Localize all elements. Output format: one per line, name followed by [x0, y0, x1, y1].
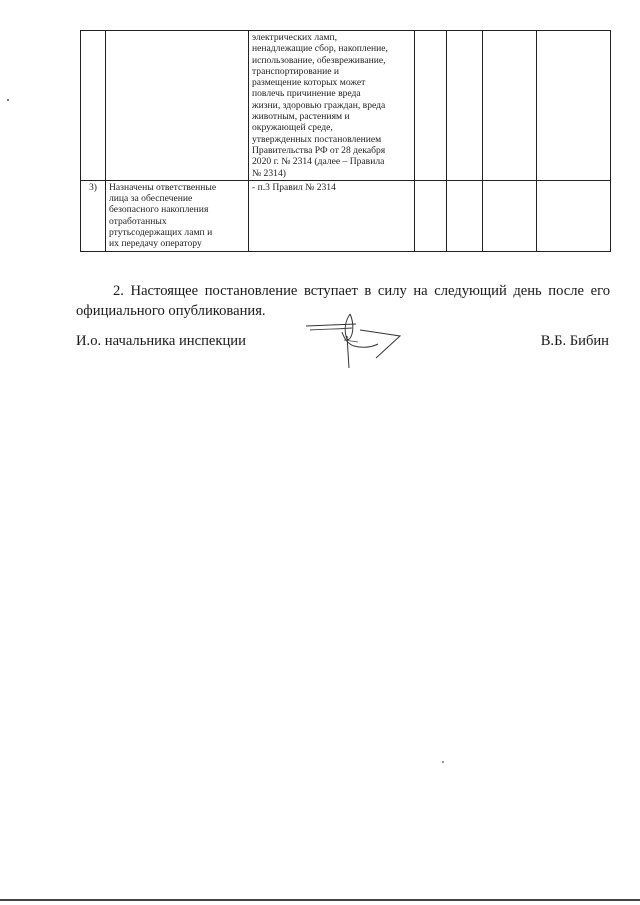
- effective-date-paragraph: 2. Настоящее постановление вступает в силу на следующий день после его официального опубликования.: [76, 282, 610, 320]
- empty-cell: [537, 180, 611, 251]
- legal-source-cell: - п.3 Правил № 2314: [249, 180, 415, 251]
- table-row: [81, 180, 611, 251]
- handwritten-signature: [300, 310, 412, 372]
- requirements-table-container: [80, 30, 610, 252]
- empty-cell: [447, 31, 483, 181]
- signatory-title: И.о. начальника инспекции: [76, 333, 246, 349]
- empty-cell: [483, 31, 537, 181]
- signatory-name: В.Б. Бибин: [540, 333, 609, 349]
- scan-speck: [442, 761, 444, 763]
- empty-cell: [447, 180, 483, 251]
- empty-cell: [537, 31, 611, 181]
- table-row: [81, 31, 611, 181]
- scan-speck: [7, 99, 9, 101]
- row-number-cell: [81, 31, 106, 181]
- requirement-cell: Назначены ответственные лица за обеспечение безопасного накопления отработанных ртутьсодержащих ламп и их передачу оператору: [106, 180, 249, 251]
- row-number-cell: 3): [81, 180, 106, 251]
- legal-source-cell: электрических ламп, ненадлежащие сбор, накопление, использование, обезвреживание, транспортирование и размещение которых может повлечь причинение вреда жизни, здоровью граждан, вреда животным, растениям и окружающей среде, утвержденных постановлением Правительства РФ от 28 декабря 2020 г. № 2314 (далее – Правила № 2314): [249, 31, 415, 181]
- empty-cell: [415, 31, 447, 181]
- requirement-cell: [106, 31, 249, 181]
- empty-cell: [415, 180, 447, 251]
- scan-edge-line: [0, 899, 640, 901]
- empty-cell: [483, 180, 537, 251]
- requirements-table: [80, 30, 611, 252]
